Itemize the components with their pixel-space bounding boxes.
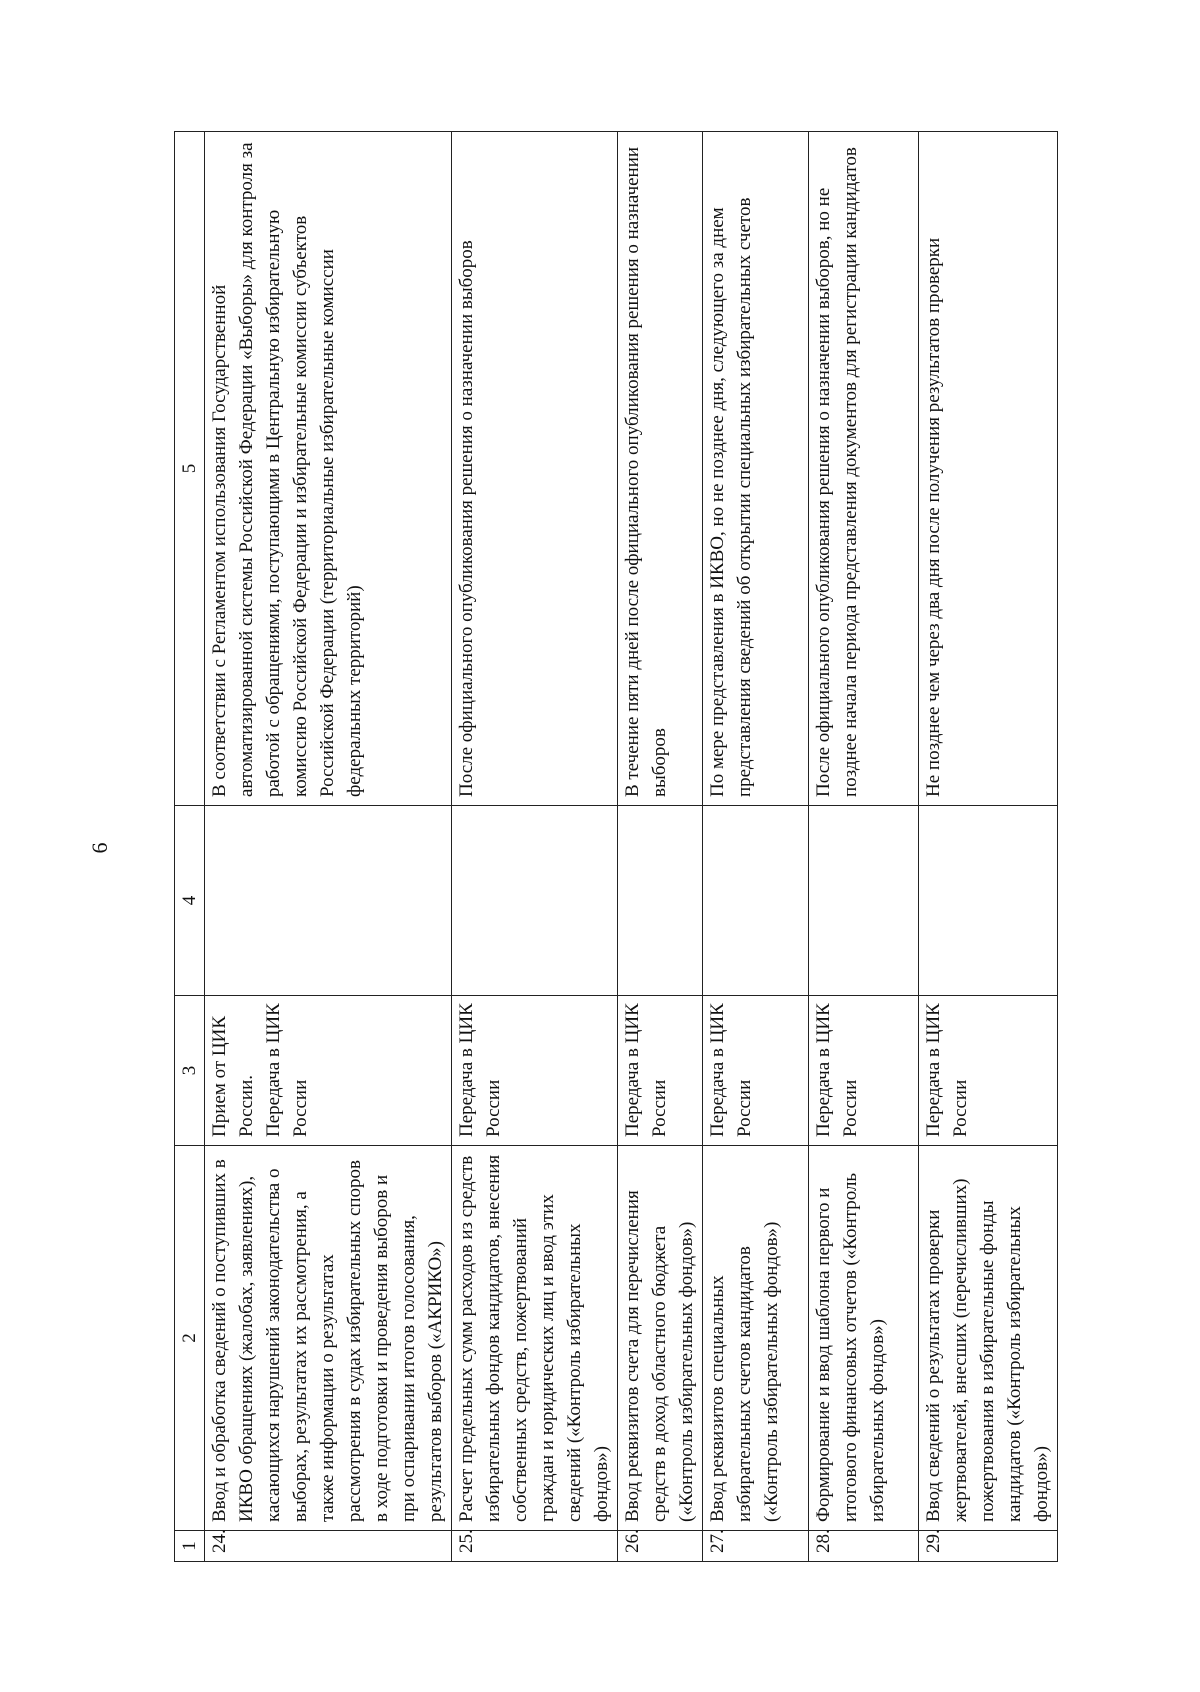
deadline-cell: После официального опубликования решения о назначении выборов, но не позднее начала периода представления документов для регистрации кандидатов (809, 132, 919, 806)
table-row (809, 132, 919, 1562)
exchange-cell: Прием от ЦИК России. Передача в ЦИК России (205, 996, 452, 1146)
header-cell: 1 (175, 1531, 205, 1562)
table-row (452, 132, 618, 1562)
header-cell: 3 (175, 996, 205, 1146)
table-row (618, 132, 703, 1562)
header-cell: 5 (175, 132, 205, 806)
task-cell: Формирование и ввод шаблона первого и итогового финансовых отчетов («Контроль избирательных фондов») (809, 1146, 919, 1531)
table-header-row (175, 132, 205, 1562)
row-number: 28. (809, 1531, 919, 1562)
deadline-cell: После официального опубликования решения о назначении выборов (452, 132, 618, 806)
table-row (205, 132, 452, 1562)
page-number: 6 (87, 842, 112, 854)
empty-cell (809, 806, 919, 996)
empty-cell (618, 806, 703, 996)
deadline-cell: Не позднее чем через два дня после получения результатов проверки (919, 132, 1058, 806)
deadline-cell: По мере представления в ИКВО, но не позднее дня, следующего за днем представления сведений об открытии специальных избирательных счетов (703, 132, 809, 806)
empty-cell (919, 806, 1058, 996)
task-cell: Расчет предельных сумм расходов из средств избирательных фондов кандидатов, внесения собственных средств, пожертвований граждан и юридических лиц и ввод этих сведений («Контроль избирательных фондов») (452, 1146, 618, 1531)
schedule-table (174, 131, 1058, 1562)
table-row (919, 132, 1058, 1562)
row-number: 25. (452, 1531, 618, 1562)
table-row (703, 132, 809, 1562)
exchange-cell: Передача в ЦИК России (703, 996, 809, 1146)
row-number: 29. (919, 1531, 1058, 1562)
exchange-cell: Передача в ЦИК России (919, 996, 1058, 1146)
empty-cell (205, 806, 452, 996)
empty-cell (452, 806, 618, 996)
row-number: 24. (205, 1531, 452, 1562)
rotated-table-container (174, 132, 1052, 1562)
row-number: 27. (703, 1531, 809, 1562)
deadline-cell: В течение пяти дней после официального опубликования решения о назначении выборов (618, 132, 703, 806)
task-cell: Ввод сведений о результатах проверки жертвователей, внесших (перечисливших) пожертвования в избирательные фонды кандидатов («Контроль избирательных фондов») (919, 1146, 1058, 1531)
empty-cell (703, 806, 809, 996)
header-cell: 2 (175, 1146, 205, 1531)
exchange-cell: Передача в ЦИК России (809, 996, 919, 1146)
task-cell: Ввод реквизитов счета для перечисления средств в доход областного бюджета («Контроль избирательных фондов») (618, 1146, 703, 1531)
exchange-cell: Передача в ЦИК России (452, 996, 618, 1146)
task-cell: Ввод и обработка сведений о поступивших в ИКВО обращениях (жалобах, заявлениях), касающихся нарушений законодательства о выборах, результатах их рассмотрения, а также информации о результатах рассмотрения в судах избирательных споров в ходе подготовки и проведения выборов и при оспаривании итогов голосования, результатов выборов («АКРИКО») (205, 1146, 452, 1531)
deadline-cell: В соответствии с Регламентом использования Государственной автоматизированной системы Российской Федерации «Выборы» для контроля за работой с обращениями, поступающими в Центральную избирательную комиссию Российской Федерации и избирательные комиссии субъектов Российской Федерации (территориальные избирательные комиссии федеральных территорий) (205, 132, 452, 806)
row-number: 26. (618, 1531, 703, 1562)
exchange-cell: Передача в ЦИК России (618, 996, 703, 1146)
task-cell: Ввод реквизитов специальных избирательных счетов кандидатов («Контроль избирательных фондов») (703, 1146, 809, 1531)
header-cell: 4 (175, 806, 205, 996)
